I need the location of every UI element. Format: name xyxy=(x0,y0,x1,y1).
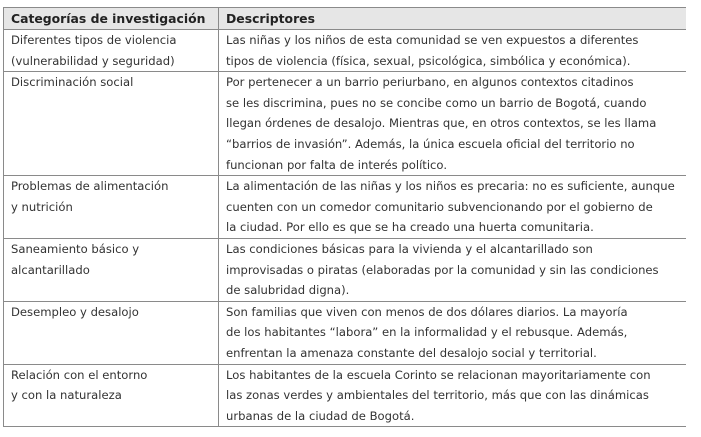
category-line: Desempleo y desalojo xyxy=(11,304,139,319)
category-line: Problemas de alimentación xyxy=(11,179,169,194)
table-row xyxy=(4,301,686,364)
descriptor-line: la ciudad. Por ello es que se ha creado una huerta comunitaria. xyxy=(226,220,594,235)
category-line: Saneamiento básico y xyxy=(11,241,140,256)
descriptor-line: enfrentan la amenaza constante del desalojo social y territorial. xyxy=(226,345,597,360)
category-cell xyxy=(4,30,219,72)
descriptor-line: Los habitantes de la escuela Corinto se relacionan mayoritariamente con xyxy=(226,367,651,382)
category-cell xyxy=(4,301,219,364)
table-row xyxy=(4,72,686,176)
category-cell xyxy=(4,364,219,427)
descriptor-cell xyxy=(219,364,686,427)
descriptor-line: cuenten con un comedor comunitario subvencionando por el gobierno de xyxy=(226,199,653,214)
header-descriptors: Descriptores xyxy=(219,8,686,30)
category-line: y con la naturaleza xyxy=(11,388,122,403)
descriptor-cell xyxy=(219,238,686,301)
descriptor-cell xyxy=(219,176,686,239)
header-categories: Categorías de investigación xyxy=(4,8,219,30)
descriptor-line: funcionan por falta de interés político. xyxy=(226,157,448,172)
descriptor-line: Son familias que viven con menos de dos dólares diarios. La mayoría xyxy=(226,304,628,319)
table-row xyxy=(4,176,686,239)
descriptor-line: se les discrimina, pues no se concibe como un barrio de Bogotá, cuando xyxy=(226,95,647,110)
descriptor-line: “barrios de invasión”. Además, la única escuela oficial del territorio no xyxy=(226,136,635,151)
descriptor-line: urbanas de la ciudad de Bogotá. xyxy=(226,408,415,423)
table-row xyxy=(4,30,686,72)
descriptor-line: tipos de violencia (física, sexual, psicológica, simbólica y económica). xyxy=(226,53,631,68)
descriptor-line: de salubridad digna). xyxy=(226,283,350,298)
category-line: (vulnerabilidad y seguridad) xyxy=(11,53,175,68)
category-line: alcantarillado xyxy=(11,262,90,277)
research-categories-table xyxy=(3,7,686,427)
table-header-row xyxy=(4,8,686,30)
descriptor-cell xyxy=(219,30,686,72)
descriptor-line: Las niñas y los niños de esta comunidad se ven expuestos a diferentes xyxy=(226,33,639,47)
table-row xyxy=(4,364,686,427)
descriptor-cell xyxy=(219,301,686,364)
table-row xyxy=(4,238,686,301)
descriptor-line: improvisadas o piratas (elaboradas por la comunidad y sin las condiciones xyxy=(226,262,659,277)
descriptor-line: de los habitantes “labora” en la informalidad y el rebusque. Además, xyxy=(226,325,628,340)
descriptor-line: llegan órdenes de desalojo. Mientras que, en otros contextos, se les llama xyxy=(226,116,657,131)
descriptor-line: Las condiciones básicas para la vivienda y el alcantarillado son xyxy=(226,241,593,256)
descriptor-line: Por pertenecer a un barrio periurbano, en algunos contextos citadinos xyxy=(226,75,634,90)
category-line: y nutrición xyxy=(11,199,73,214)
category-line: Discriminación social xyxy=(11,75,134,90)
category-line: Diferentes tipos de violencia xyxy=(11,33,177,47)
category-line: Relación con el entorno xyxy=(11,367,148,382)
descriptor-line: La alimentación de las niñas y los niños es precaria: no es suficiente, aunque xyxy=(226,179,675,194)
descriptor-line: las zonas verdes y ambientales del territorio, más que con las dinámicas xyxy=(226,388,649,403)
category-cell xyxy=(4,238,219,301)
descriptor-cell xyxy=(219,72,686,176)
category-cell xyxy=(4,176,219,239)
category-cell xyxy=(4,72,219,176)
